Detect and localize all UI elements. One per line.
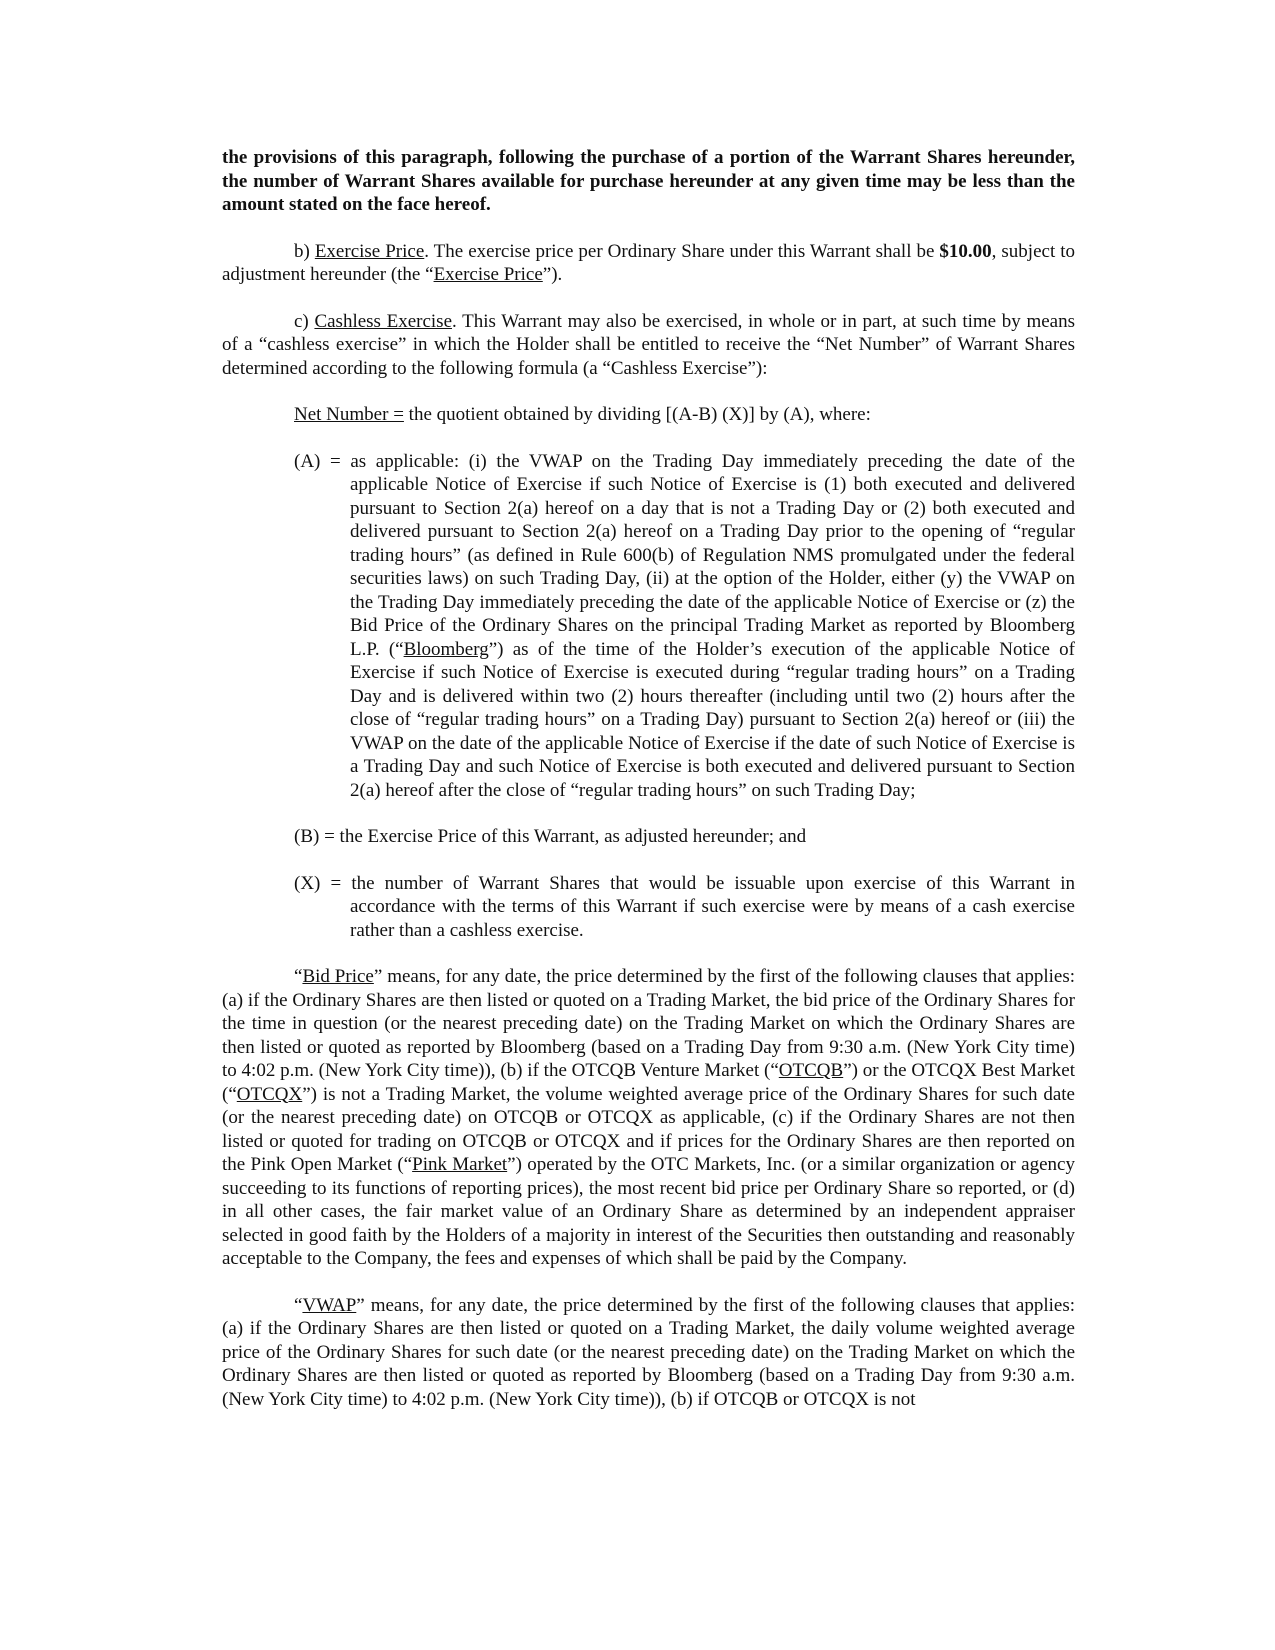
- quote-mark: “: [294, 966, 303, 987]
- paragraph-exercise-price: [222, 240, 1075, 287]
- paragraph-vwap: [222, 1294, 1075, 1412]
- defined-term: Exercise Price: [433, 264, 543, 285]
- quote-mark: “: [294, 1294, 303, 1316]
- clause-text: , subject to adjustment hereunder (the “: [222, 240, 1075, 285]
- clause-prefix: c): [294, 310, 315, 332]
- paragraph-cashless-exercise: [222, 310, 1075, 381]
- defined-term: OTCQX: [236, 1083, 303, 1105]
- clause-heading: Exercise Price: [314, 240, 425, 262]
- clause-text: ”).: [542, 264, 563, 285]
- defined-term: Net Number =: [294, 404, 404, 425]
- paragraph-text: ” means, for any date, the price determined by the first of the following clauses that applies: (a) if the Ordinary Shares are then listed or quoted on a Trading Market, the bid price of the Ordinary Shares for the time in question (or the nearest preceding date) on the Trading Market on which the Ordinary Shares are then listed or quoted as reported by Bloomberg (based on a Trading Day from 9:30 a.m. (New York City time) to 4:02 p.m. (New York City time)), (b) if the OTCQB Venture Market (“: [222, 966, 1075, 1081]
- definition-text: (X) = the number of Warrant Shares that would be issuable upon exercise of this Warrant in accordance with the terms of this Warrant if such exercise were by means of a cash exercise rather than a cashless exercise.: [294, 872, 1075, 941]
- clause-text: . The exercise price per Ordinary Share under this Warrant shall be: [424, 240, 940, 262]
- defined-term: Bloomberg: [403, 638, 489, 660]
- definition-text: (A) = as applicable: (i) the VWAP on the Trading Day immediately preceding the date of the applicable Notice of Exercise if such Notice of Exercise is (1) both executed and delivered pursuant to Section 2(a) hereof on a day that is not a Trading Day or (2) both executed and delivered pursuant to Section 2(a) hereof on a Trading Day prior to the opening of “regular trading hours” (as defined in Rule 600(b) of Regulation NMS promulgated under the federal securities laws) on such Trading Day, (ii) at the option of the Holder, either (y) the VWAP on the Trading Day immediately preceding the date of the applicable Notice of Exercise or (z) the Bid Price of the Ordinary Shares on the principal Trading Market as reported by Bloomberg L.P. (“: [294, 450, 1075, 660]
- defined-term: Bid Price: [302, 966, 374, 987]
- definition-text: (B) = the Exercise Price of this Warrant, as adjusted hereunder; and: [294, 826, 807, 847]
- exercise-price-value: $10.00: [939, 240, 992, 262]
- paragraph-continuation: [222, 146, 1075, 217]
- defined-term: OTCQB: [778, 1060, 844, 1081]
- definition-x: [294, 872, 1075, 943]
- paragraph-text: ” means, for any date, the price determined by the first of the following clauses that applies: (a) if the Ordinary Shares are then listed or quoted on a Trading Market, the daily volume weighted average price of the Ordinary Shares for such date (or the nearest preceding date) on the Trading Market on which the Ordinary Shares are then listed or quoted as reported by Bloomberg (based on a Trading Day from 9:30 a.m. (New York City time) to 4:02 p.m. (New York City time)), (b) if OTCQB or OTCQX is not: [222, 1294, 1075, 1410]
- clause-text: . This Warrant may also be exercised, in whole or in part, at such time by means of a “cashless exercise” in which the Holder shall be entitled to receive the “Net Number” of Warrant Shares determined according to the following formula (a “Cashless Exercise”):: [222, 310, 1075, 379]
- formula-line: [294, 403, 1075, 427]
- paragraph-text: ”) or the OTCQX Best Market (“: [222, 1060, 1076, 1105]
- definition-a: [294, 450, 1075, 803]
- definition-text: ”) as of the time of the Holder’s execution of the applicable Notice of Exercise if such Notice of Exercise is executed during “regular trading hours” on a Trading Day and is delivered within two (2) hours thereafter (including until two (2) hours after the close of “regular trading hours” on a Trading Day) pursuant to Section 2(a) hereof or (iii) the VWAP on the date of the applicable Notice of Exercise if the date of such Notice of Exercise is a Trading Day and such Notice of Exercise is both executed and delivered pursuant to Section 2(a) hereof after the close of “regular trading hours” on such Trading Day;: [350, 638, 1075, 801]
- document-page: [222, 146, 1075, 1434]
- clause-heading: Cashless Exercise: [314, 310, 453, 332]
- continuation-text: the provisions of this paragraph, following the purchase of a portion of the Warrant Shares hereunder, the number of Warrant Shares available for purchase hereunder at any given time may be less than the amount stated on the face hereof.: [222, 147, 1075, 215]
- paragraph-bid-price: [222, 965, 1075, 1271]
- paragraph-text: ”) is not a Trading Market, the volume weighted average price of the Ordinary Shares for such date (or the nearest preceding date) on OTCQB or OTCQX as applicable, (c) if the Ordinary Shares are not then listed or quoted for trading on OTCQB or OTCQX and if prices for the Ordinary Shares are then reported on the Pink Open Market (“: [222, 1083, 1075, 1175]
- formula-text: the quotient obtained by dividing [(A-B) (X)] by (A), where:: [403, 404, 871, 425]
- definition-b: [294, 825, 1075, 849]
- defined-term: VWAP: [302, 1294, 357, 1316]
- defined-term: Pink Market: [412, 1154, 508, 1175]
- paragraph-text: ”) operated by the OTC Markets, Inc. (or a similar organization or agency succeeding to its functions of reporting prices), the most recent bid price per Ordinary Share so reported, or (d) in all other cases, the fair market value of an Ordinary Share as determined by an independent appraiser selected in good faith by the Holders of a majority in interest of the Securities then outstanding and reasonably acceptable to the Company, the fees and expenses of which shall be paid by the Company.: [222, 1154, 1075, 1269]
- clause-prefix: b): [294, 240, 315, 262]
